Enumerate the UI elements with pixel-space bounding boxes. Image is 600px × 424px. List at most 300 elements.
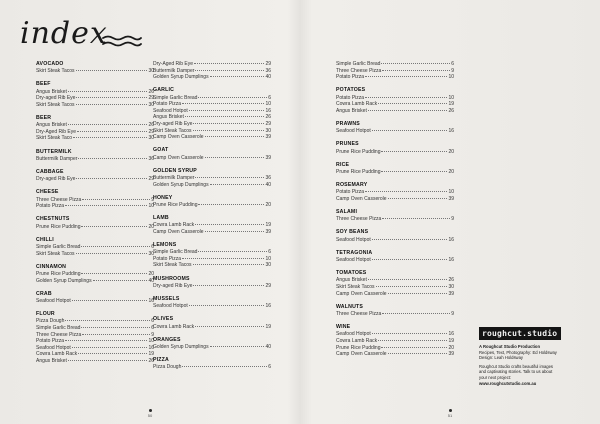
index-entry[interactable] — [153, 74, 271, 81]
index-heading: MUSHROOMS — [153, 275, 190, 282]
page-ref: 30 — [448, 284, 454, 291]
dot-leader — [65, 340, 147, 341]
index-heading: GARLIC — [153, 87, 175, 94]
index-entry[interactable] — [36, 345, 154, 352]
index-heading: SOY BEANS — [336, 229, 369, 236]
dot-leader — [365, 97, 447, 98]
dot-leader — [210, 76, 265, 77]
index-entry[interactable] — [336, 345, 454, 352]
dot-leader — [205, 157, 265, 158]
page-ref: 6 — [151, 324, 154, 331]
dot-leader — [198, 204, 264, 205]
index-entry[interactable] — [336, 284, 454, 291]
dot-leader — [65, 320, 150, 321]
squiggle-decoration-icon — [102, 34, 142, 48]
dot-leader — [93, 280, 148, 281]
page-ref: 26 — [148, 357, 154, 364]
index-entry[interactable] — [36, 203, 154, 210]
dot-leader — [381, 171, 447, 172]
index-entry[interactable] — [336, 169, 454, 176]
index-entry[interactable] — [336, 257, 454, 264]
dot-leader — [68, 91, 148, 92]
dot-leader — [198, 251, 267, 252]
dot-leader — [182, 258, 264, 259]
index-entry[interactable] — [36, 278, 154, 285]
index-entry[interactable] — [153, 364, 271, 371]
index-group — [36, 115, 154, 142]
index-group — [153, 296, 271, 310]
index-entry[interactable] — [336, 68, 454, 75]
recipe-name: Camp Oven Casserole — [336, 290, 387, 297]
dot-leader — [372, 239, 448, 240]
index-entry[interactable] — [153, 222, 271, 229]
recipe-name: Pizza Dough — [153, 364, 182, 371]
dot-leader — [378, 103, 447, 104]
dot-leader — [198, 97, 267, 98]
index-heading: WINE — [336, 324, 351, 331]
dot-leader — [182, 366, 267, 367]
recipe-name: Camp Oven Casserole — [336, 351, 387, 358]
recipe-name: Cowra Lamb Rack — [153, 222, 195, 229]
index-group — [36, 81, 154, 108]
page-ref: 10 — [448, 94, 454, 101]
index-group — [336, 209, 454, 223]
dot-leader — [205, 231, 265, 232]
recipe-name: Three Cheese Pizza — [336, 216, 382, 223]
index-entry[interactable] — [153, 202, 271, 209]
dot-leader — [72, 347, 148, 348]
recipe-name: Seafood Hotpot — [336, 128, 371, 135]
brand-credits — [479, 327, 561, 386]
credit-line: Design: Leah Holdsway — [479, 355, 523, 361]
recipe-name: Dry-Aged Rib Eye — [153, 61, 194, 67]
recipe-name: Potato Pizza — [153, 101, 182, 108]
recipe-name: Skirt Steak Tacos — [36, 101, 75, 108]
dot-leader — [72, 300, 148, 301]
index-entry[interactable] — [36, 129, 154, 136]
page-number-right-value: 51 — [447, 413, 453, 418]
index-entry[interactable] — [36, 135, 154, 142]
index-entry[interactable] — [36, 68, 154, 75]
index-heading: LAMB — [153, 215, 169, 221]
index-group — [153, 61, 271, 81]
page-ref: 26 — [448, 277, 454, 284]
page-ref: 19 — [265, 323, 271, 330]
page-ref: 39 — [265, 134, 271, 141]
page-ref: 10 — [448, 74, 454, 81]
index-entry[interactable] — [36, 224, 154, 231]
page-ref: 6 — [268, 94, 271, 101]
index-heading: POTATOES — [336, 87, 366, 94]
index-group — [336, 141, 454, 155]
index-entry[interactable] — [153, 128, 271, 135]
index-entry[interactable] — [153, 283, 271, 290]
page-ref: 30 — [148, 135, 154, 142]
index-entry[interactable] — [336, 237, 454, 244]
studio-logo: roughcut.studio — [479, 327, 561, 340]
dot-leader — [76, 104, 148, 105]
index-heading: CABBAGE — [36, 168, 64, 175]
index-group — [336, 304, 454, 318]
dot-leader — [210, 346, 265, 347]
index-group — [36, 237, 154, 257]
index-entry[interactable] — [153, 249, 271, 256]
page-ref: 40 — [265, 181, 271, 188]
page-ref: 30 — [148, 101, 154, 108]
recipe-name: Simple Garlic Bread — [153, 94, 198, 101]
index-entry[interactable] — [36, 89, 154, 96]
index-heading: AVOCADO — [36, 61, 64, 67]
dot-leader — [65, 205, 147, 206]
index-group — [153, 195, 271, 209]
page-ref: 10 — [265, 255, 271, 262]
recipe-name: Dry-aged Rib Eye — [36, 95, 76, 102]
index-entry[interactable] — [153, 155, 271, 162]
dot-leader — [372, 259, 448, 260]
credit-line: Roughcut Studio crafts beautiful images — [479, 363, 554, 369]
recipe-name: Seafood Hotpot — [336, 236, 371, 243]
recipe-name: Simple Garlic Bread — [153, 249, 198, 256]
dot-leader — [81, 327, 150, 328]
index-entry[interactable] — [336, 338, 454, 345]
index-entry[interactable] — [36, 325, 154, 332]
recipe-name: Three Cheese Pizza — [36, 196, 82, 203]
index-entry[interactable] — [336, 291, 454, 298]
recipe-name: Prune Rice Pudding — [336, 148, 381, 155]
recipe-name: Dry-aged Rib Eye — [153, 282, 193, 289]
recipe-name: Angus Brisket — [36, 357, 67, 364]
page-ref: 9 — [151, 196, 154, 203]
page-ref: 36 — [265, 174, 271, 181]
index-group — [336, 324, 454, 358]
index-heading: CINNAMON — [36, 263, 67, 270]
index-entry[interactable] — [36, 332, 154, 339]
recipe-name: Prune Rice Pudding — [153, 201, 198, 208]
dot-leader — [210, 184, 265, 185]
index-entry[interactable] — [336, 351, 454, 358]
page-ref: 16 — [448, 128, 454, 135]
index-heading: BEEF — [36, 81, 51, 88]
index-group — [336, 87, 454, 114]
index-group — [36, 311, 154, 364]
page-ref: 30 — [148, 250, 154, 257]
index-entry[interactable] — [36, 122, 154, 129]
dot-leader — [193, 285, 264, 286]
dot-leader — [81, 246, 150, 247]
index-heading: PRUNES — [336, 141, 359, 148]
page-ref: 19 — [448, 101, 454, 108]
recipe-name: Skirt Steak Taco — [36, 135, 73, 142]
index-group — [153, 147, 271, 161]
index-entry[interactable] — [153, 324, 271, 331]
studio-website-link[interactable]: www.roughcutstudio.com.au — [479, 380, 537, 386]
index-entry[interactable] — [336, 61, 454, 68]
dot-leader — [82, 199, 150, 200]
index-entry[interactable] — [153, 95, 271, 102]
recipe-name: Simple Garlic Bread — [36, 244, 81, 250]
page-ref: 16 — [265, 303, 271, 310]
index-entry[interactable] — [153, 262, 271, 269]
recipe-name: Dry-aged Rib Eye — [153, 120, 193, 127]
index-heading: CHILLI — [36, 236, 54, 243]
index-group — [153, 337, 271, 351]
recipe-name: Prune Rice Pudding — [336, 168, 381, 175]
index-entry[interactable] — [36, 176, 154, 183]
dot-leader — [368, 279, 448, 280]
index-entry[interactable] — [153, 68, 271, 75]
dot-leader — [382, 313, 450, 314]
index-entry[interactable] — [336, 108, 454, 115]
dot-leader — [365, 76, 447, 77]
recipe-name: Prune Rice Pudding — [36, 270, 81, 277]
page-ref: 39 — [448, 290, 454, 297]
dot-leader — [82, 334, 150, 335]
recipe-name: Skirt Steak Tacos — [153, 262, 192, 269]
index-entry[interactable] — [153, 303, 271, 310]
recipe-name: Potato Pizza — [153, 255, 182, 262]
index-entry[interactable] — [36, 95, 154, 102]
page-ref: 9 — [451, 67, 454, 74]
recipe-name: Dry-Aged Rib Eye — [36, 128, 77, 135]
recipe-name: Buttermilk Damper — [153, 174, 195, 181]
folio-dot-icon — [149, 409, 152, 412]
index-heading: OLIVES — [153, 316, 174, 323]
dot-leader — [78, 353, 147, 354]
recipe-name: Angus Brisket — [153, 114, 184, 121]
index-entry[interactable] — [36, 338, 154, 345]
index-entry[interactable] — [36, 271, 154, 278]
index-entry[interactable] — [336, 95, 454, 102]
page-ref: 10 — [448, 189, 454, 196]
index-group — [153, 242, 271, 269]
dot-leader — [365, 191, 447, 192]
page-ref: 29 — [148, 176, 154, 183]
dot-leader — [382, 218, 450, 219]
page-ref: 6 — [268, 364, 271, 371]
page-ref: 40 — [265, 74, 271, 81]
dot-leader — [182, 103, 264, 104]
recipe-name: Potato Pizza — [36, 203, 65, 210]
page-number-left-value: 50 — [147, 413, 153, 418]
index-heading: ROSEMARY — [336, 182, 368, 189]
page-number-right — [446, 409, 454, 418]
index-entry[interactable] — [153, 121, 271, 128]
recipe-name: Buttermilk Damper — [153, 67, 195, 74]
dot-leader — [205, 136, 265, 137]
recipe-name: Seafood Hotpot — [36, 297, 71, 304]
index-heading: RICE — [336, 161, 350, 168]
index-group — [153, 276, 271, 290]
index-entry[interactable] — [153, 344, 271, 351]
recipe-name: Angus Brisket — [36, 88, 67, 95]
index-heading: TOMATOES — [336, 270, 367, 277]
recipe-name: Simple Garlic Bread — [36, 324, 81, 331]
recipe-name: Potato Pizza — [336, 94, 365, 101]
page-ref: 6 — [151, 318, 154, 325]
index-entry[interactable] — [336, 277, 454, 284]
page-ref: 36 — [265, 67, 271, 74]
recipe-name: Seafood Hotpot — [336, 331, 371, 338]
dot-leader — [189, 305, 265, 306]
index-entry[interactable] — [153, 61, 271, 68]
index-column-2 — [153, 61, 271, 378]
index-group — [153, 87, 271, 140]
recipe-name: Dry-aged Rib Eye — [36, 176, 76, 183]
dot-leader — [76, 70, 148, 71]
recipe-name: Potato Pizza — [336, 189, 365, 196]
recipe-name: Cowra Lamb Rack — [336, 338, 378, 345]
page-ref: 19 — [265, 222, 271, 229]
recipe-name: Angus Brisket — [36, 122, 67, 129]
dot-leader — [76, 253, 148, 254]
page-ref: 16 — [265, 107, 271, 114]
index-column-1 — [36, 61, 154, 371]
page-ref: 20 — [448, 168, 454, 175]
recipe-name: Cowra Lamb Rack — [336, 101, 378, 108]
index-entry[interactable] — [153, 108, 271, 115]
recipe-name: Golden Syrup Dumplings — [153, 344, 209, 351]
dot-leader — [382, 70, 450, 71]
credit-line: and captivating stories. Talk to us about — [479, 369, 553, 375]
index-entry[interactable] — [153, 182, 271, 189]
index-entry[interactable] — [36, 318, 154, 325]
index-entry[interactable] — [36, 197, 154, 204]
index-entry[interactable] — [336, 101, 454, 108]
recipe-name: Potato Pizza — [336, 74, 365, 81]
dot-leader — [381, 347, 447, 348]
dot-leader — [376, 286, 448, 287]
index-entry[interactable] — [336, 196, 454, 203]
index-entry[interactable] — [336, 128, 454, 135]
dot-leader — [189, 110, 265, 111]
index-entry[interactable] — [36, 244, 154, 251]
index-heading: SALAMI — [336, 209, 358, 216]
index-group — [36, 169, 154, 183]
recipe-name: Potato Pizza — [36, 338, 65, 345]
index-heading: ORANGES — [153, 336, 181, 343]
page-ref: 20 — [448, 148, 454, 155]
index-group — [336, 61, 454, 81]
page-ref: 30 — [265, 127, 271, 134]
recipe-name: Buttermilk Damper — [36, 155, 78, 162]
dot-leader — [185, 116, 265, 117]
page-ref: 36 — [148, 155, 154, 162]
page-ref: 19 — [448, 338, 454, 345]
index-entry[interactable] — [153, 134, 271, 141]
recipe-name: Three Cheese Pizza — [336, 67, 382, 74]
index-heading: GOLDEN SYRUP — [153, 167, 197, 174]
page-ref: 29 — [265, 282, 271, 289]
index-heading: CHESTNUTS — [36, 216, 70, 223]
recipe-name: Skirt Steak Tacos — [36, 68, 75, 75]
recipe-name: Skirt Steak Tacos — [36, 250, 75, 257]
index-heading: LEMONS — [153, 241, 177, 248]
dot-leader — [195, 177, 264, 178]
index-group — [336, 121, 454, 135]
index-entry[interactable] — [36, 298, 154, 305]
page-ref: 16 — [448, 257, 454, 264]
index-heading: WALNUTS — [336, 303, 364, 310]
index-entry[interactable] — [153, 256, 271, 263]
dot-leader — [73, 137, 147, 138]
index-entry[interactable] — [153, 101, 271, 108]
dot-leader — [193, 130, 265, 131]
recipe-name: Seafood Hotpot — [153, 107, 188, 114]
index-group — [153, 316, 271, 330]
dot-leader — [194, 63, 264, 64]
page-ref: 9 — [151, 331, 154, 338]
recipe-name: Skirt Steak Tacos — [336, 284, 375, 291]
index-entry[interactable] — [336, 149, 454, 156]
page-ref: 20 — [148, 223, 154, 230]
dot-leader — [381, 151, 447, 152]
index-heading: GOAT — [153, 147, 169, 154]
index-entry[interactable] — [336, 189, 454, 196]
folio-dot-icon — [449, 409, 452, 412]
page-ref: 29 — [265, 61, 271, 67]
index-entry[interactable] — [336, 331, 454, 338]
dot-leader — [195, 70, 264, 71]
dot-leader — [388, 353, 448, 354]
page-ref: 26 — [265, 114, 271, 121]
index-entry[interactable] — [153, 114, 271, 121]
dot-leader — [76, 178, 147, 179]
index-entry[interactable] — [336, 74, 454, 81]
recipe-name: Camp Oven Casserole — [153, 154, 204, 161]
dot-leader — [81, 273, 147, 274]
recipe-name: Camp Oven Casserole — [336, 195, 387, 202]
index-entry[interactable] — [36, 156, 154, 163]
page-title: index — [20, 16, 108, 51]
page-ref: 16 — [148, 297, 154, 304]
index-group — [36, 61, 154, 75]
recipe-name: Cowra Lamb Rack — [153, 323, 195, 330]
dot-leader — [193, 123, 264, 124]
dot-leader — [372, 333, 448, 334]
page-ref: 29 — [265, 120, 271, 127]
recipe-name: Angus Brisket — [336, 277, 367, 284]
dot-leader — [195, 224, 264, 225]
index-entry[interactable] — [336, 216, 454, 223]
page-ref: 39 — [448, 195, 454, 202]
recipe-name: Prune Rice Pudding — [36, 223, 81, 230]
index-entry[interactable] — [153, 175, 271, 182]
index-group — [153, 357, 271, 371]
dot-leader — [68, 360, 148, 361]
recipe-name: Golden Syrup Dumplings — [153, 74, 209, 81]
recipe-name: Seafood Hotpot — [336, 257, 371, 264]
credit-line: your next project: — [479, 374, 512, 380]
index-entry[interactable] — [336, 311, 454, 318]
index-entry[interactable] — [36, 251, 154, 258]
page-ref: 16 — [448, 236, 454, 243]
recipe-name: Pizza Dough — [36, 318, 65, 325]
index-entry[interactable] — [36, 358, 154, 365]
index-entry[interactable] — [36, 351, 154, 358]
index-group — [336, 162, 454, 176]
index-heading: MUSSELS — [153, 295, 180, 302]
recipe-name: Three Cheese Pizza — [36, 331, 82, 338]
recipe-name: Seafood Hotpot — [153, 303, 188, 310]
index-group — [36, 291, 154, 305]
page-ref: 30 — [148, 68, 154, 75]
page-ref: 10 — [148, 338, 154, 345]
page-ref: 26 — [148, 122, 154, 129]
index-group — [336, 229, 454, 243]
index-entry[interactable] — [36, 102, 154, 109]
index-entry[interactable] — [153, 229, 271, 236]
page-ref: 16 — [148, 344, 154, 351]
